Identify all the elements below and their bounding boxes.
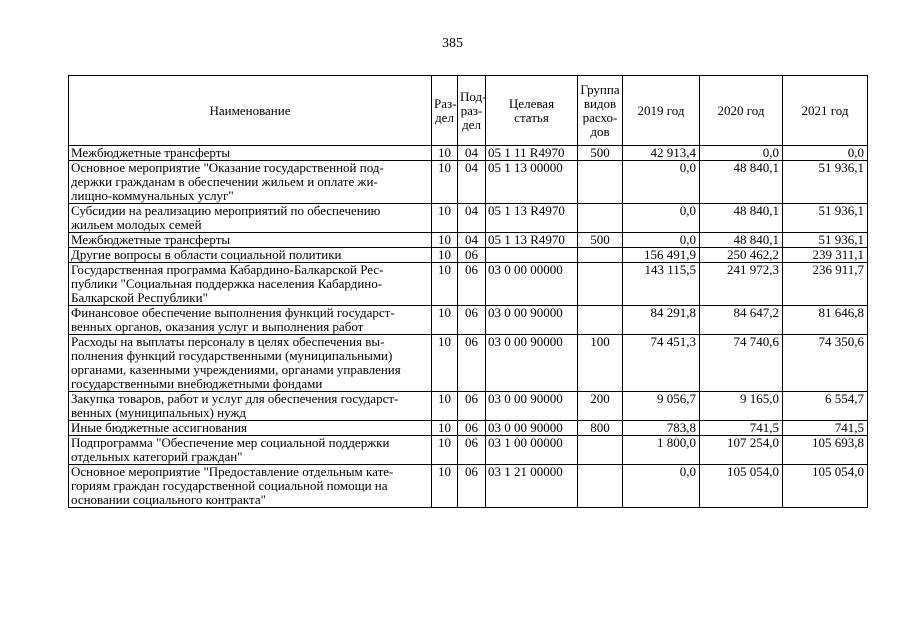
row-razdel: 10 (432, 465, 458, 508)
header-2019: 2019 год (623, 76, 700, 146)
row-2020: 0,0 (700, 146, 783, 161)
row-target: 03 0 00 90000 (486, 392, 578, 421)
table-row (69, 335, 868, 392)
row-2021: 6 554,7 (783, 392, 868, 421)
row-razdel: 10 (432, 248, 458, 263)
row-name: Межбюджетные трансферты (69, 146, 432, 161)
row-2019: 0,0 (623, 204, 700, 233)
row-2019: 143 115,5 (623, 263, 700, 306)
row-group: 500 (578, 233, 623, 248)
row-2020: 741,5 (700, 421, 783, 436)
row-podrazdel: 06 (458, 248, 486, 263)
header-name: Наименование (69, 76, 432, 146)
table-row (69, 392, 868, 421)
table-row (69, 421, 868, 436)
row-razdel: 10 (432, 436, 458, 465)
row-name: Субсидии на реализацию мероприятий по обеспечению жильем молодых семей (69, 204, 432, 233)
row-podrazdel: 04 (458, 146, 486, 161)
row-podrazdel: 06 (458, 465, 486, 508)
row-razdel: 10 (432, 233, 458, 248)
row-razdel: 10 (432, 204, 458, 233)
row-2021: 0,0 (783, 146, 868, 161)
row-2021: 239 311,1 (783, 248, 868, 263)
row-2020: 48 840,1 (700, 204, 783, 233)
row-2020: 74 740,6 (700, 335, 783, 392)
row-group (578, 204, 623, 233)
row-target: 03 1 21 00000 (486, 465, 578, 508)
table-row (69, 306, 868, 335)
row-2019: 84 291,8 (623, 306, 700, 335)
row-2019: 74 451,3 (623, 335, 700, 392)
row-2019: 0,0 (623, 233, 700, 248)
row-razdel: 10 (432, 421, 458, 436)
table-row (69, 233, 868, 248)
row-2021: 236 911,7 (783, 263, 868, 306)
row-2021: 51 936,1 (783, 233, 868, 248)
row-razdel: 10 (432, 335, 458, 392)
header-row (69, 76, 868, 146)
row-name: Другие вопросы в области социальной политики (69, 248, 432, 263)
row-razdel: 10 (432, 161, 458, 204)
row-target: 05 1 13 00000 (486, 161, 578, 204)
row-target: 05 1 13 R4970 (486, 204, 578, 233)
header-podrazdel: Под- раз- дел (458, 76, 486, 146)
row-2019: 156 491,9 (623, 248, 700, 263)
row-group (578, 306, 623, 335)
row-2020: 84 647,2 (700, 306, 783, 335)
row-group (578, 436, 623, 465)
row-2019: 0,0 (623, 161, 700, 204)
row-razdel: 10 (432, 306, 458, 335)
row-group (578, 161, 623, 204)
row-2019: 0,0 (623, 465, 700, 508)
row-name: Закупка товаров, работ и услуг для обеспечения государст- венных (муниципальных) нужд (69, 392, 432, 421)
row-podrazdel: 04 (458, 161, 486, 204)
table-row (69, 248, 868, 263)
row-razdel: 10 (432, 263, 458, 306)
row-target: 03 0 00 00000 (486, 263, 578, 306)
row-podrazdel: 06 (458, 436, 486, 465)
row-razdel: 10 (432, 146, 458, 161)
table-row (69, 146, 868, 161)
row-name: Иные бюджетные ассигнования (69, 421, 432, 436)
row-name: Государственная программа Кабардино-Балкарской Рес- публики "Социальная поддержка населения Кабардино- Балкарской Республики" (69, 263, 432, 306)
row-2020: 107 254,0 (700, 436, 783, 465)
row-target: 05 1 13 R4970 (486, 233, 578, 248)
row-2020: 48 840,1 (700, 233, 783, 248)
row-name: Расходы на выплаты персоналу в целях обеспечения вы- полнения функций государственными (муниципальными) органами, казенными учреждениями, органами управления государственными внебюджетными фондами (69, 335, 432, 392)
row-podrazdel: 06 (458, 335, 486, 392)
row-group: 100 (578, 335, 623, 392)
row-target: 03 0 00 90000 (486, 306, 578, 335)
row-name: Основное мероприятие "Предоставление отдельным кате- гориям граждан государственной социальной помощи на основании социального контракта" (69, 465, 432, 508)
row-2020: 48 840,1 (700, 161, 783, 204)
table-row (69, 436, 868, 465)
row-podrazdel: 04 (458, 233, 486, 248)
row-2021: 51 936,1 (783, 161, 868, 204)
row-2020: 250 462,2 (700, 248, 783, 263)
row-target: 05 1 11 R4970 (486, 146, 578, 161)
row-name: Основное мероприятие "Оказание государственной под- держки гражданам в обеспечении жильем и оплате жи- лищно-коммунальных услуг" (69, 161, 432, 204)
table-row (69, 263, 868, 306)
row-group: 500 (578, 146, 623, 161)
row-2021: 74 350,6 (783, 335, 868, 392)
row-target: 03 0 00 90000 (486, 335, 578, 392)
row-name: Межбюджетные трансферты (69, 233, 432, 248)
row-2019: 42 913,4 (623, 146, 700, 161)
row-2021: 51 936,1 (783, 204, 868, 233)
row-podrazdel: 04 (458, 204, 486, 233)
row-podrazdel: 06 (458, 421, 486, 436)
row-target (486, 248, 578, 263)
row-group (578, 263, 623, 306)
row-name: Подпрограмма "Обеспечение мер социальной поддержки отдельных категорий граждан" (69, 436, 432, 465)
row-2019: 783,8 (623, 421, 700, 436)
header-2021: 2021 год (783, 76, 868, 146)
row-2019: 9 056,7 (623, 392, 700, 421)
table-row (69, 465, 868, 508)
row-razdel: 10 (432, 392, 458, 421)
header-group: Группа видов расхо- дов (578, 76, 623, 146)
row-group (578, 248, 623, 263)
header-target: Целевая статья (486, 76, 578, 146)
row-2020: 241 972,3 (700, 263, 783, 306)
row-2021: 741,5 (783, 421, 868, 436)
row-2020: 9 165,0 (700, 392, 783, 421)
header-2020: 2020 год (700, 76, 783, 146)
row-target: 03 0 00 90000 (486, 421, 578, 436)
row-target: 03 1 00 00000 (486, 436, 578, 465)
row-2020: 105 054,0 (700, 465, 783, 508)
row-2021: 105 054,0 (783, 465, 868, 508)
row-podrazdel: 06 (458, 306, 486, 335)
row-2021: 81 646,8 (783, 306, 868, 335)
row-group: 200 (578, 392, 623, 421)
table-row (69, 161, 868, 204)
row-group (578, 465, 623, 508)
row-2019: 1 800,0 (623, 436, 700, 465)
budget-table (68, 75, 868, 508)
row-podrazdel: 06 (458, 392, 486, 421)
table-row (69, 204, 868, 233)
row-name: Финансовое обеспечение выполнения функций государст- венных органов, оказания услуг и выполнения работ (69, 306, 432, 335)
row-2021: 105 693,8 (783, 436, 868, 465)
row-podrazdel: 06 (458, 263, 486, 306)
header-razdel: Раз- дел (432, 76, 458, 146)
row-group: 800 (578, 421, 623, 436)
page-number: 385 (442, 36, 463, 51)
